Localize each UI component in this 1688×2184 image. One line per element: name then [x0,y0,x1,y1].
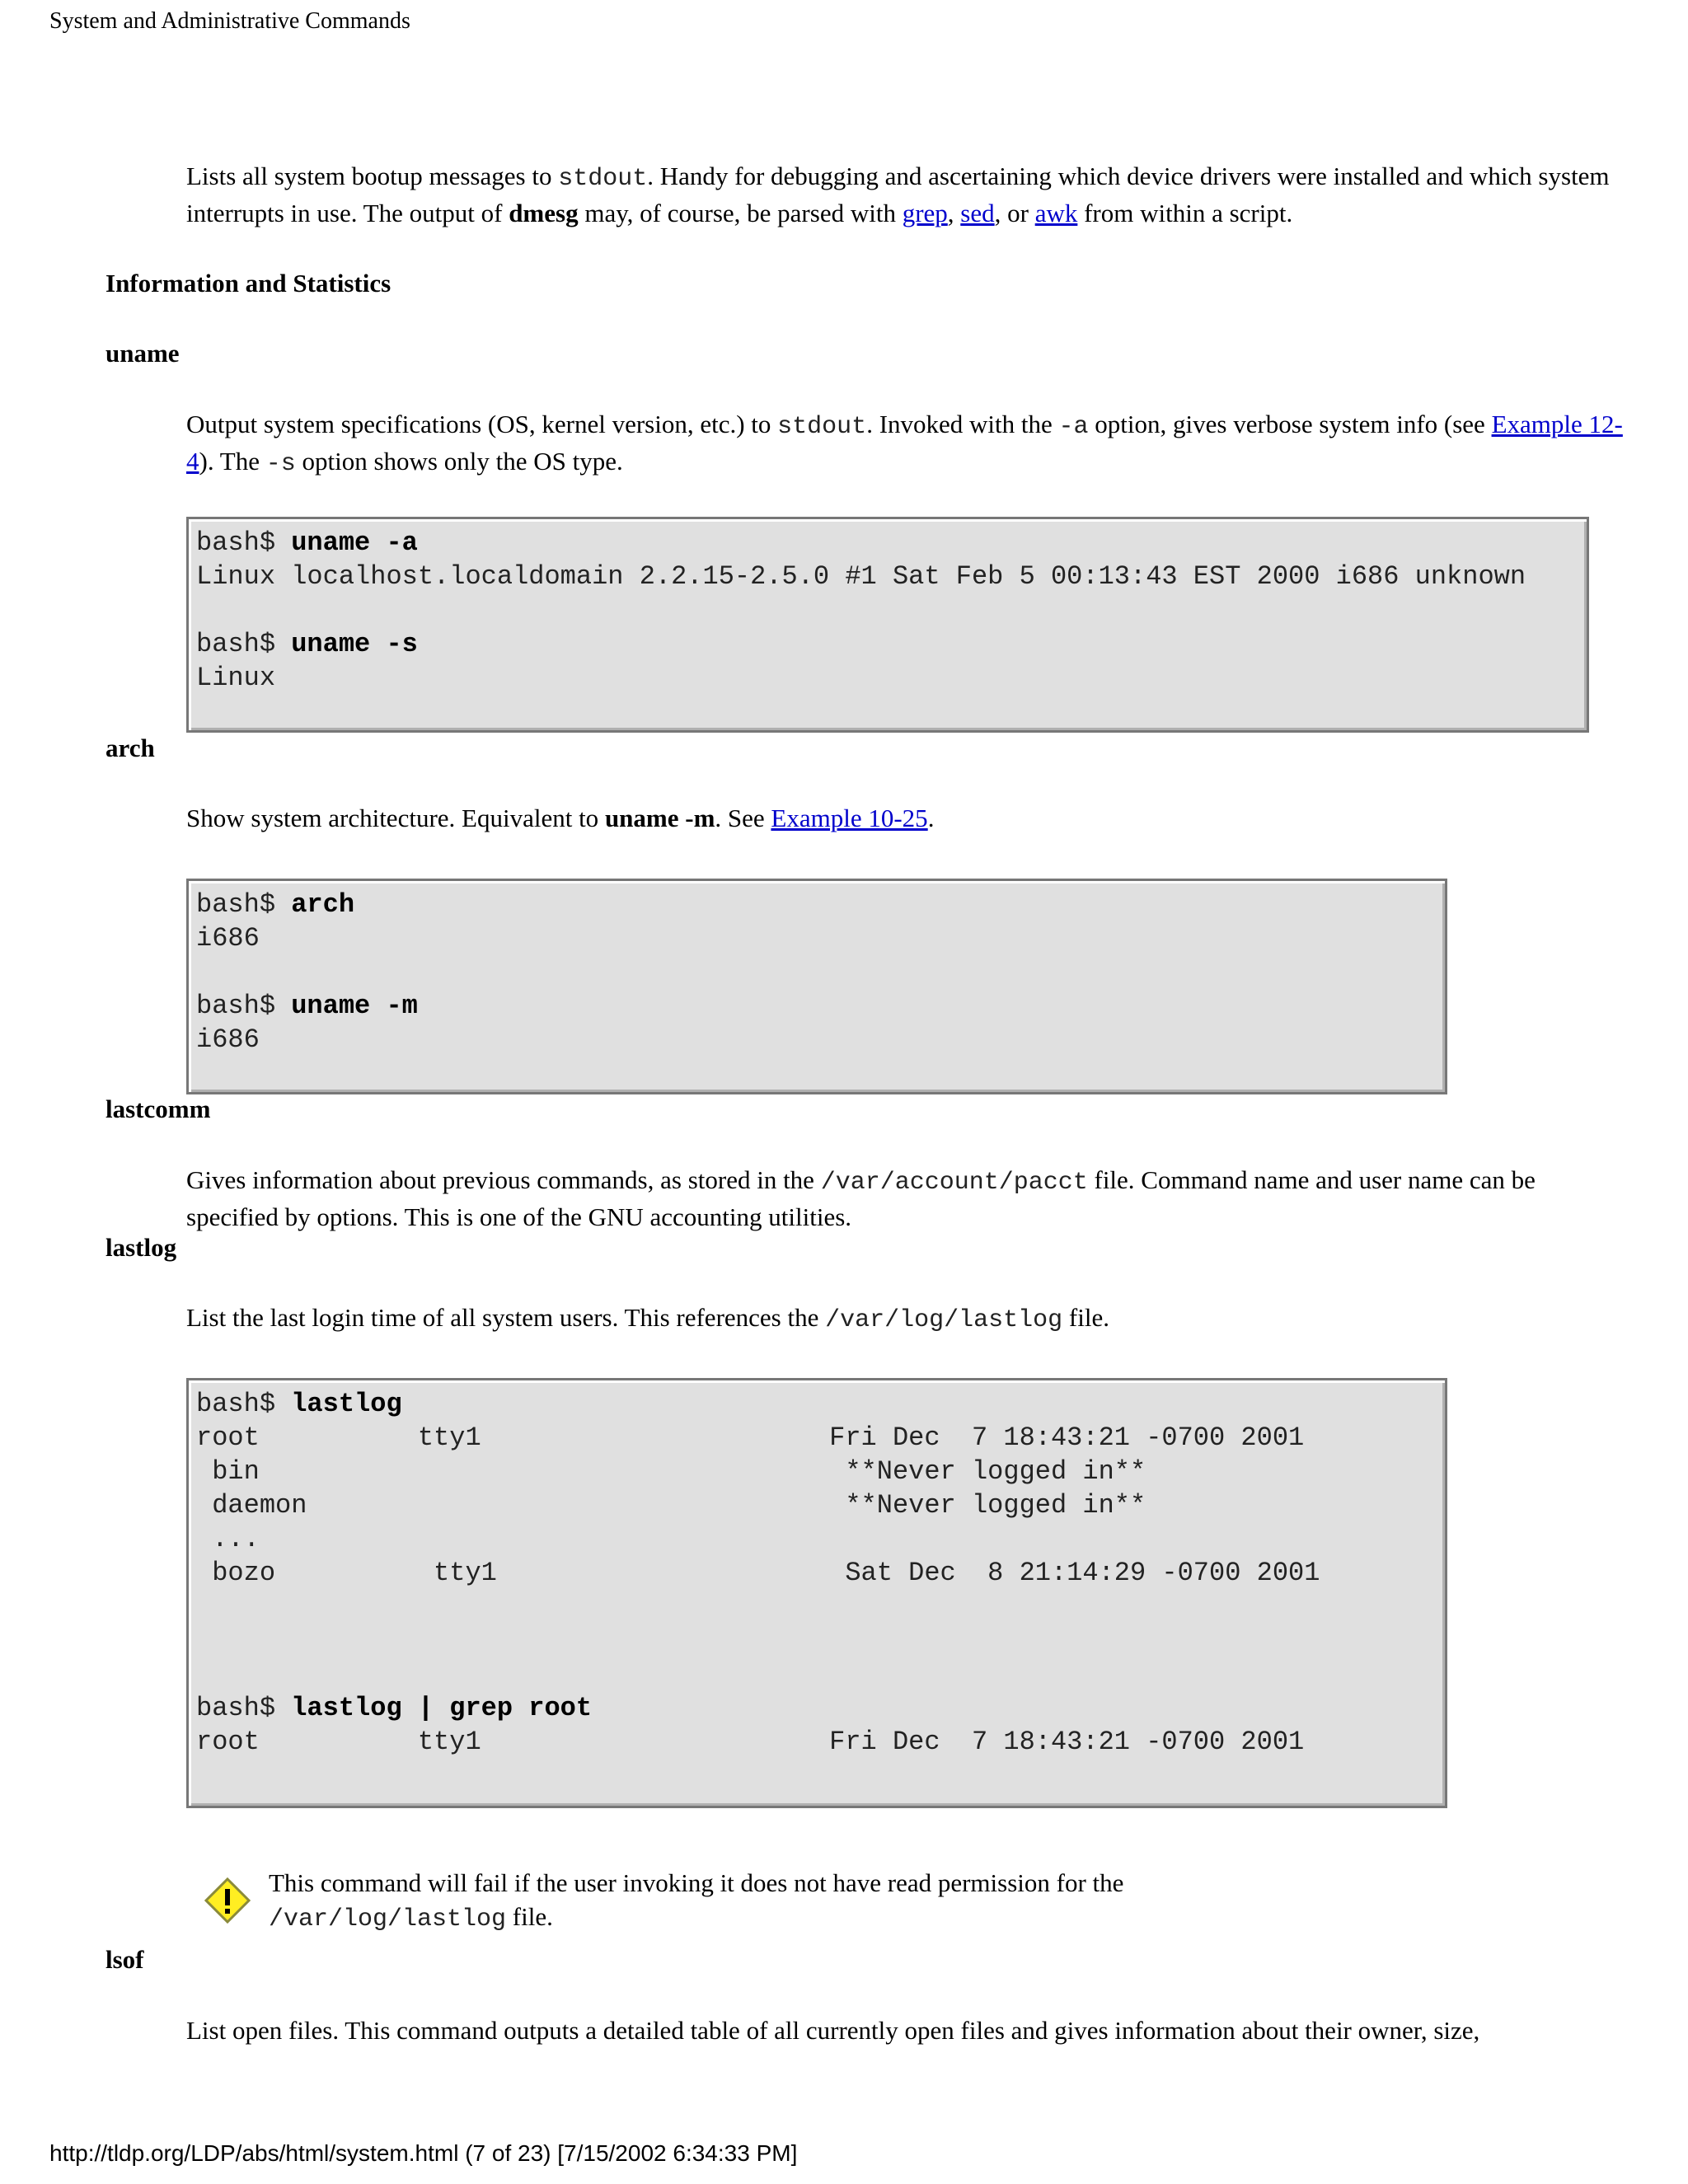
text: This command will fail if the user invoking it does not have read permission for the [269,1868,1124,1897]
arch-description [186,801,1629,835]
uname-description [186,407,1629,481]
arch-screen [186,879,1447,1094]
text: option shows only the OS type. [295,447,623,476]
term-lastcomm: lastcomm [106,1094,211,1123]
term-uname: uname [106,339,180,368]
section-heading: Information and Statistics [106,269,392,298]
output: i686 [196,1024,260,1055]
uname-screen [186,517,1589,733]
command: uname -a [291,527,418,558]
output: Linux [196,663,276,693]
code-stdout: stdout [558,165,648,193]
text: . Invoked with the [866,410,1059,438]
lastlog-description [186,1301,1629,1338]
lastcomm-description [186,1163,1629,1234]
text: . See [715,804,771,832]
term-lsof: lsof [106,1945,144,1974]
lsof-description: List open files. This command outputs a detailed table of all currently open files and gives information about their owner, size, [186,2016,1480,2045]
link-example-10-25[interactable]: Example 10-25 [771,804,928,832]
link-sed[interactable]: sed [960,199,995,227]
output: Linux localhost.localdomain 2.2.15-2.5.0 #1 Sat Feb 5 00:13:43 EST 2000 i686 unknown [196,561,1526,592]
page-header: System and Administrative Commands [49,8,410,34]
caution-note [269,1866,1340,1937]
code-option-a: -a [1058,413,1089,441]
term-lastlog: lastlog [106,1233,177,1262]
prompt: bash$ [196,1693,292,1723]
text: Show system architecture. Equivalent to [186,804,605,832]
text: ). The [199,447,266,476]
text: may, of course, be parsed with [578,199,903,227]
text: file. [1062,1303,1109,1332]
term-arch: arch [106,733,155,762]
page-footer: http://tldp.org/LDP/abs/html/system.html (7 of 23) [7/15/2002 6:34:33 PM] [49,2140,798,2166]
prompt: bash$ [196,1389,292,1419]
prompt: bash$ [196,991,292,1021]
link-grep[interactable]: grep [902,199,948,227]
text: . [927,804,935,832]
command: uname -s [291,629,418,659]
output-line: ... [196,1524,260,1554]
prompt: bash$ [196,629,292,659]
link-awk[interactable]: awk [1034,199,1078,227]
code-path: /var/log/lastlog [269,1905,507,1933]
code-path: /var/log/lastlog [825,1306,1063,1334]
code-path: /var/account/pacct [820,1169,1088,1197]
command-uname-m: uname -m [604,804,715,832]
text: , or [994,199,1035,227]
warning-icon [204,1877,251,1924]
code-stdout: stdout [777,413,867,441]
text: option, gives verbose system info (see [1088,410,1492,438]
prompt: bash$ [196,527,292,558]
command: lastlog [291,1389,402,1419]
output: i686 [196,923,260,954]
code-option-s: -s [265,450,296,478]
text: . Handy for debugging and ascertaining which device drivers were installed and which system interrupts in use. The output of [186,162,1610,227]
text: file. Command name and user name can be specified by options. This is one of the GNU accounting utilities. [186,1165,1536,1231]
command: uname -m [291,991,418,1021]
command: lastlog | grep root [291,1693,593,1723]
text: Lists all system bootup messages to [186,162,559,190]
output-line: root tty1 Fri Dec 7 18:43:21 -0700 2001 [196,1422,1305,1453]
text: Gives information about previous commands, as stored in the [186,1165,821,1194]
text: List the last login time of all system users. This references the [186,1303,826,1332]
command-dmesg: dmesg [509,199,579,227]
output-line: bozo tty1 Sat Dec 8 21:14:29 -0700 2001 [196,1558,1320,1588]
prompt: bash$ [196,889,292,920]
text: file. [506,1902,553,1931]
text: from within a script. [1077,199,1293,227]
output-line: bin **Never logged in** [196,1456,1146,1487]
output-line: daemon **Never logged in** [196,1490,1146,1521]
output: root tty1 Fri Dec 7 18:43:21 -0700 2001 [196,1727,1305,1757]
lastlog-screen [186,1378,1447,1808]
link-example-12-4[interactable]: Example 12-4 [186,410,1623,476]
text: , [947,199,961,227]
dmesg-description [186,159,1629,230]
text: Output system specifications (OS, kernel version, etc.) to [186,410,778,438]
command: arch [291,889,355,920]
